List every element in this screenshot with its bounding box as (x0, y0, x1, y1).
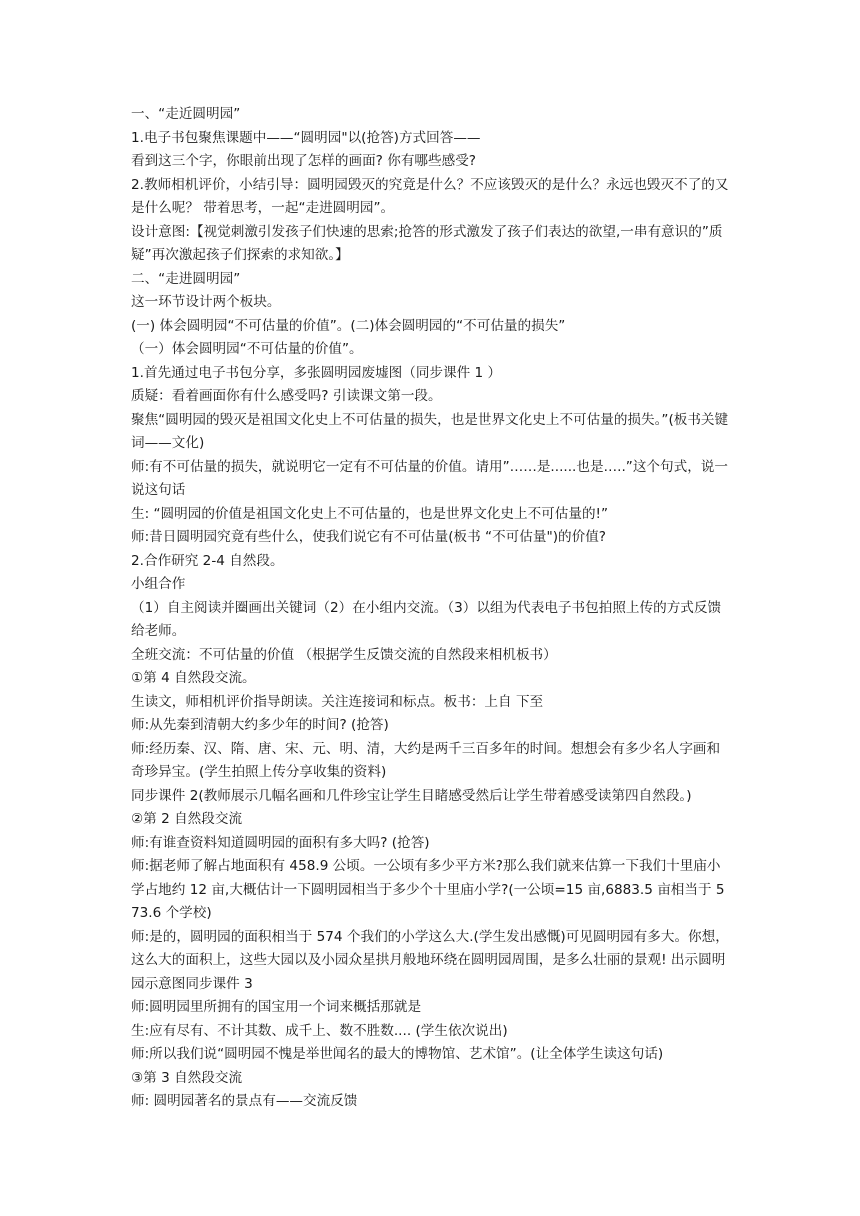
paragraph: 生:应有尽有、不计其数、成千上、数不胜数.... (学生依次说出) (131, 1022, 508, 1039)
paragraph: 这一环节设计两个板块。 (131, 294, 281, 310)
paragraph: 师:所以我们说“圆明园不愧是举世闻名的最大的博物馆、艺术馆”。(让全体学生读这句话) (131, 1046, 664, 1062)
paragraph: ①第 4 自然段交流。 (131, 670, 256, 686)
paragraph: 2.合作研究 2-4 自然段。 (131, 552, 284, 569)
paragraph: 小组合作 (131, 576, 186, 592)
document-body (131, 103, 731, 1114)
paragraph: ③第 3 自然段交流 (131, 1069, 243, 1086)
paragraph: 质疑：看着画面你有什么感受吗? 引读课文第一段。 (131, 388, 442, 404)
paragraph: 师:据老师了解占地面积有 458.9 公顷。一公顷有多少平方米?那么我们就来估算一下我们十里庙小学占地约 12 亩,大概估计一下圆明园相当于多少个十里庙小学?(一公顷=15 亩,6883.5 亩相当于 573.6 个学校) (131, 858, 725, 921)
paragraph: (一) 体会圆明园“不可估量的价值”。(二)体会圆明园的“不可估量的损失” (131, 317, 566, 334)
paragraph: 生读文，师相机评价指导朗读。关注连接词和标点。板书：上自 下至 (131, 693, 544, 710)
paragraph: ②第 2 自然段交流 (131, 811, 243, 827)
section-heading-2: 二、“走进圆明园” (131, 270, 241, 287)
paragraph: 师:从先秦到清朝大约多少年的时间? (抢答) (131, 717, 389, 733)
paragraph: 看到这三个字，你眼前出现了怎样的画面? 你有哪些感受? (131, 153, 476, 169)
paragraph: 同步课件 2(教师展示几幅名画和几件珍宝让学生目睹感受然后让学生带着感受读第四自然段。) (131, 787, 692, 804)
paragraph: 2.教师相机评价，小结引导：圆明园毁灭的究竟是什么？不应该毁灭的是什么？永远也毁灭不了的又是什么呢？ 带着思考，一起“走进圆明园”。 (131, 176, 729, 216)
section-heading-1: 一、“走近圆明园” (131, 106, 241, 122)
paragraph: 1.电子书包聚焦课题中——“圆明园"以(抢答)方式回答—— (131, 129, 481, 146)
paragraph: 师:昔日圆明园究竟有些什么，使我们说它有不可估量(板书 “不可估量")的价值? (131, 529, 607, 545)
subsection-heading: （一）体会圆明园“不可估量的价值”。 (131, 341, 363, 357)
design-intent-paragraph: 设计意图:【视觉刺激引发孩子们快速的思索;抢答的形式激发了孩子们表达的欲望,一串有意识的”质疑”再次激起孩子们探索的求知欲。】 (131, 223, 723, 263)
paragraph: 师:有不可估量的损失，就说明它一定有不可估量的价值。请用”……是......也是…..”这个句式，说一说这句话 (131, 458, 728, 498)
paragraph: 全班交流：不可估量的价值 （根据学生反馈交流的自然段来相机板书） (131, 646, 557, 663)
paragraph: 1.首先通过电子书包分享，多张圆明园废墟图（同步课件 1 ） (131, 364, 502, 381)
paragraph: 师:有谁查资料知道圆明园的面积有多大吗? (抢答) (131, 834, 430, 851)
paragraph: （1）自主阅读并圈画出关键词（2）在小组内交流。（3）以组为代表电子书包拍照上传的方式反馈给老师。 (131, 599, 722, 639)
paragraph: 生: “圆明园的价值是祖国文化史上不可估量的，也是世界文化史上不可估量的!” (131, 505, 609, 522)
paragraph: 聚焦“圆明园的毁灭是祖国文化史上不可估量的损失，也是世界文化史上不可估量的损失。”(板书关键词——文化) (131, 411, 729, 451)
paragraph: 师: 圆明园著名的景点有——交流反馈 (131, 1093, 358, 1109)
paragraph: 师:圆明园里所拥有的国宝用一个词来概括那就是 (131, 999, 422, 1015)
paragraph: 师:经历秦、汉、隋、唐、宋、元、明、清，大约是两千三百多年的时间。想想会有多少名人字画和奇珍异宝。(学生拍照上传分享收集的资料) (131, 740, 721, 780)
paragraph: 师:是的，圆明园的面积相当于 574 个我们的小学这么大.(学生发出感慨)可见圆明园有多大。你想，这么大的面积上，这些大园以及小园众星拱月般地环绕在圆明园周围，是多么壮丽的景观! 出示圆明园示意图同步课件 3 (131, 928, 729, 992)
